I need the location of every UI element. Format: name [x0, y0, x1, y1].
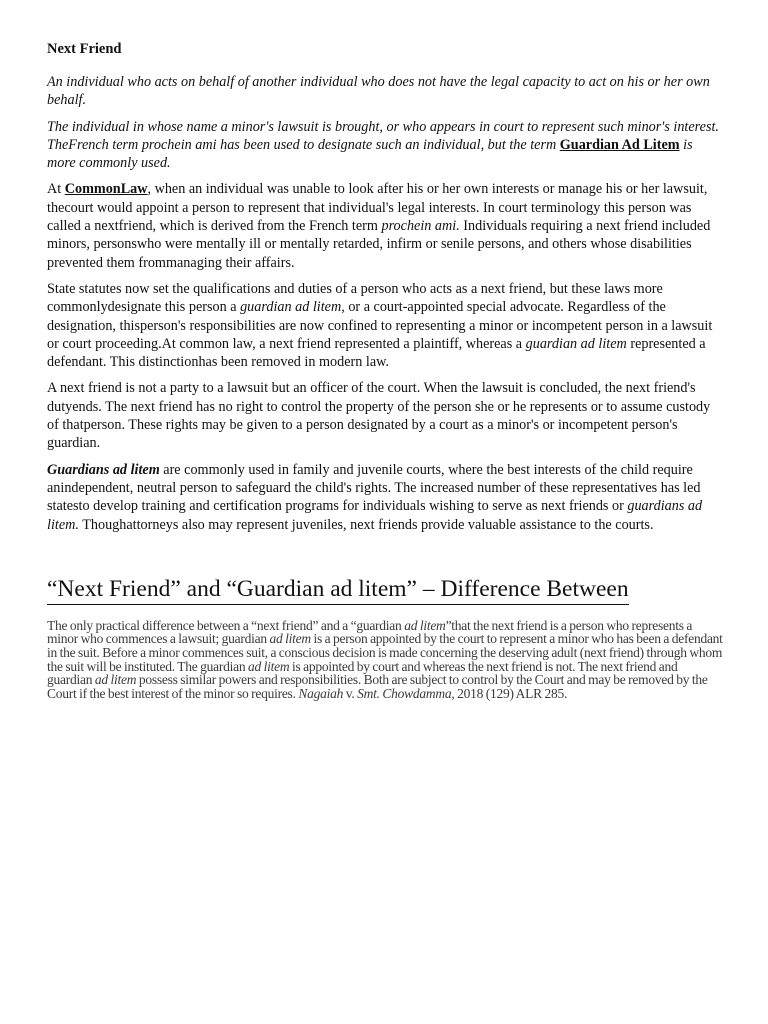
italic-term: ad litem [404, 617, 446, 633]
italic-term: ad litem [94, 672, 137, 688]
paragraph-text: , when an individual was unable to look after his or her own interests or manage his or her lawsuit, thecourt would appoint a person to represent that individual's legal interests. In court terminology this person was called a nextfriend, which is derived from the French term [47, 181, 708, 235]
bold-italic-term: Guardians ad litem [47, 461, 160, 478]
paragraph-text: are commonly used in family and juvenile courts, where the best interests of the child require anindependent, neutral person to safeguard the child's rights. The increased number of these representatives has led statesto develop training and certification programs for individuals wishing to serve as next friends or [47, 461, 701, 515]
paragraph-text: v. [343, 685, 358, 701]
definition-paragraph: An individual who acts on behalf of another individual who does not have the legal capacity to act on his or her own behalf. [47, 74, 710, 109]
section-title: “Next Friend” and “Guardian ad litem” – Difference Between [47, 574, 629, 605]
paragraph-text: The only practical difference between a “next friend” and a “guardian [47, 617, 405, 633]
paragraph-text: is a person appointed by the court to represent a minor who has been a defendant in the suit. Before a minor commences suit, a conscious decision is made concerning the deserving adult (next friend) through whom the suit will be instituted. The guardian [47, 631, 723, 674]
guardians-ad-litem-paragraph [47, 461, 723, 534]
paragraph-text: , or a court-appointed special advocate. Regardless of the designation, thisperson's responsibilities are now confined to representing a minor or incompetent person in a lawsuit or court proceeding.At common law, a next friend represented a plaintiff, whereas a [47, 299, 713, 352]
paragraph-text: The individual in whose name a minor's lawsuit is brought, or who appears in court to represent such minor's interest. TheFrench term prochein ami has been used to designate such an individual, but the term [47, 118, 719, 153]
common-law-paragraph [47, 180, 723, 271]
paragraph-text: is appointed by court and whereas the next friend is not. The next friend and guardian [47, 658, 678, 688]
italic-term: guardian ad litem [240, 299, 342, 316]
guardian-ad-litem-link[interactable]: Guardian Ad Litem [559, 136, 680, 153]
paragraph-text: ”that the next friend is a person who represents a minor who commences a lawsuit; guardian [47, 617, 693, 647]
paragraph-text: is more commonly used. [47, 136, 693, 172]
italic-term: ad litem [247, 658, 290, 674]
paragraph-text: possess similar powers and responsibilities. Both are subject to control by the Court and may be removed by the Court if the best interest of the minor so requires. [47, 672, 708, 701]
state-statutes-paragraph [47, 280, 723, 371]
paragraph-text: , 2018 (129) ALR 285. [451, 685, 568, 701]
paragraph-text: State statutes now set the qualifications and duties of a person who acts as a next friend, but these laws more commonlydesignate this person a [47, 280, 663, 316]
case-name: Smt. Chowdamma [357, 685, 452, 701]
prochein-ami-paragraph [47, 118, 723, 173]
case-name: Nagaiah [298, 685, 344, 701]
italic-term: guardian ad litem [525, 335, 627, 352]
paragraph-text: At [47, 181, 65, 198]
common-law-link[interactable]: CommonLaw [64, 181, 148, 198]
paragraph-text: Thoughattorneys also may represent juveniles, next friends provide valuable assistance to the courts. [78, 516, 654, 533]
italic-term: prochein ami. [381, 218, 460, 235]
italic-term: guardians ad litem. [47, 498, 703, 533]
paragraph-text: Individuals requiring a next friend included minors, personswho were mentally ill or mentally retarded, infirm or senile persons, and others whose disabilities prevented them frommanaging their affairs. [47, 218, 711, 271]
paragraph-text: represented a defendant. This distinctionhas been removed in modern law. [47, 335, 706, 371]
document-heading: Next Friend [47, 41, 122, 57]
officer-of-court-paragraph: A next friend is not a party to a lawsuit but an officer of the court. When the lawsuit is concluded, the next friend's dutyends. The next friend has no right to control the property of the person she or he represents or to assume custody of thatperson. These rights may be given to a person designated by a court as a minor's or incompetent person's guardian. [47, 380, 711, 452]
document-page [47, 40, 723, 700]
difference-paragraph [47, 619, 723, 701]
italic-term: ad litem [269, 631, 311, 647]
